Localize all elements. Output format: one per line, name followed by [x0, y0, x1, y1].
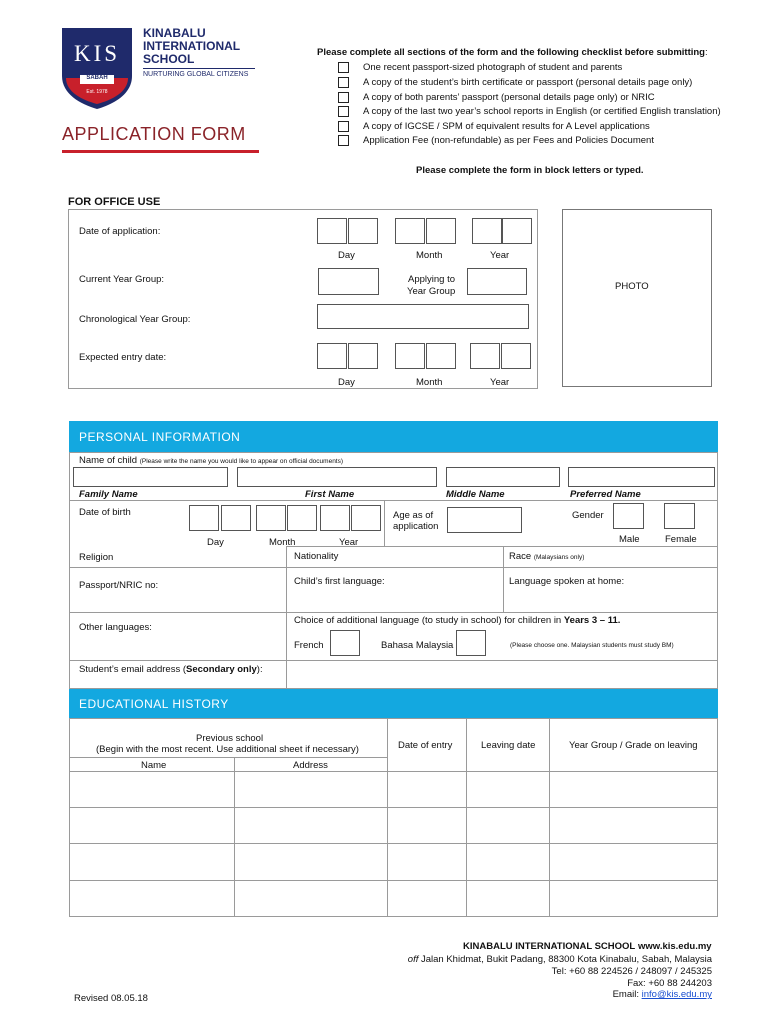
age-as-of-label-1: Age as of: [393, 510, 434, 521]
entry-day-1[interactable]: [317, 343, 347, 369]
previous-school-label: Previous school: [196, 733, 264, 744]
email-label: [79, 664, 263, 675]
bahasa-option-box[interactable]: [456, 630, 486, 656]
email-label-bold: Secondary only: [186, 664, 257, 675]
checkbox-application-fee[interactable]: [338, 135, 349, 146]
divider: [286, 546, 287, 689]
dob-year-label: Year: [339, 537, 359, 548]
checklist-intro-text: Please complete all sections of the form and the following checklist before submitting: [317, 47, 705, 58]
begin-note: (Begin with the most recent. Use additional sheet if necessary): [96, 744, 359, 755]
footer-address: [408, 954, 712, 965]
gender-label: Gender: [572, 510, 604, 521]
additional-language-label: [294, 615, 620, 626]
year-label: Year: [490, 250, 510, 261]
dob-month-label: Month: [269, 537, 296, 548]
application-year-1[interactable]: [472, 218, 502, 244]
applying-to-year-group-field[interactable]: [467, 268, 527, 295]
age-input[interactable]: [447, 507, 522, 533]
checklist-intro-colon: :: [705, 47, 708, 58]
current-year-group-label: Current Year Group:: [79, 274, 165, 285]
checkbox-parents-passport[interactable]: [338, 92, 349, 103]
nationality-label: Nationality: [294, 551, 339, 562]
divider: [384, 500, 385, 546]
dob-month-1[interactable]: [256, 505, 286, 531]
form-title: APPLICATION FORM: [62, 124, 246, 144]
dob-day-1[interactable]: [189, 505, 219, 531]
passport-label: Passport/NRIC no:: [79, 580, 159, 591]
dob-day-2[interactable]: [221, 505, 251, 531]
crest-est: Est. 1978: [86, 89, 108, 95]
column-divider: [466, 718, 467, 917]
male-label: Male: [619, 534, 640, 545]
column-divider: [387, 718, 388, 917]
personal-information-bar: [69, 421, 718, 452]
revised-date: Revised 08.05.18: [74, 993, 148, 1004]
middle-name-label: Middle Name: [446, 489, 505, 500]
gender-male-box[interactable]: [613, 503, 644, 529]
month-label: Month: [416, 250, 443, 261]
french-label: French: [294, 640, 324, 651]
educational-history-bar: [69, 689, 718, 718]
checklist-item: A copy of both parents’ passport (personal details page only) or NRIC: [363, 92, 655, 103]
gender-female-box[interactable]: [664, 503, 695, 529]
female-label: Female: [665, 534, 697, 545]
name-of-child-label: [79, 455, 343, 466]
dob-year-2[interactable]: [351, 505, 381, 531]
divider: [69, 567, 718, 568]
preferred-name-label: Preferred Name: [570, 489, 641, 500]
year-group-header: Year Group / Grade on leaving: [569, 740, 698, 751]
day-label: Day: [338, 377, 355, 388]
table-header-rule: [69, 771, 718, 772]
educational-history-heading: EDUCATIONAL HISTORY: [79, 697, 229, 711]
personal-information-heading: PERSONAL INFORMATION: [79, 430, 241, 444]
current-year-group-field[interactable]: [318, 268, 379, 295]
footer-address-text: Jalan Khidmat, Bukit Padang, 88300 Kota Kinabalu, Sabah, Malaysia: [418, 954, 712, 965]
preferred-name-input[interactable]: [568, 467, 715, 487]
personal-information-panel: [69, 452, 718, 689]
date-of-application-label: Date of application:: [79, 226, 161, 237]
additional-language-text: Choice of additional language (to study in school) for children in: [294, 615, 564, 626]
footer-tel: Tel: +60 88 224526 / 248097 / 245325: [551, 966, 712, 977]
divider: [286, 546, 718, 547]
application-day-2[interactable]: [348, 218, 378, 244]
entry-day-2[interactable]: [348, 343, 378, 369]
divider: [69, 612, 718, 613]
school-crest-icon: [58, 24, 136, 110]
entry-year-2[interactable]: [501, 343, 531, 369]
family-name-input[interactable]: [73, 467, 228, 487]
photo-label: PHOTO: [615, 281, 649, 292]
name-of-child-note: (Please write the name you would like to appear on official documents): [139, 458, 344, 465]
age-as-of-label-2: application: [393, 521, 439, 532]
applying-to-label-2: Year Group: [407, 286, 456, 297]
name-column-header: Name: [141, 760, 167, 771]
table-row: [69, 807, 718, 808]
checkbox-photo[interactable]: [338, 62, 349, 73]
expected-entry-date-label: Expected entry date:: [79, 352, 167, 363]
address-column-header: Address: [293, 760, 328, 771]
checkbox-igcse-results[interactable]: [338, 121, 349, 132]
family-name-label: Family Name: [79, 489, 138, 500]
title-underline: [62, 150, 259, 153]
checkbox-birth-certificate[interactable]: [338, 77, 349, 88]
office-use-heading: FOR OFFICE USE: [68, 196, 161, 208]
photo-box[interactable]: [562, 209, 712, 387]
checkbox-school-reports[interactable]: [338, 106, 349, 117]
checklist-item: A copy of the last two year’s school reports in English (or certified English translation): [363, 106, 721, 117]
chronological-year-group-label: Chronological Year Group:: [79, 314, 191, 325]
entry-month-1[interactable]: [395, 343, 425, 369]
race-note: (Malaysians only): [533, 554, 585, 561]
table-row: [69, 880, 718, 881]
additional-language-years: Years 3 – 11.: [563, 615, 621, 626]
footer-school-name: KINABALU INTERNATIONAL SCHOOL: [463, 941, 636, 952]
school-tagline: NURTURING GLOBAL CITIZENS: [143, 71, 249, 78]
footer-email-link[interactable]: info@kis.edu.my: [641, 989, 712, 1000]
column-divider: [549, 718, 550, 917]
entry-month-2[interactable]: [426, 343, 456, 369]
application-month-2[interactable]: [426, 218, 456, 244]
checklist-item: A copy of IGCSE / SPM of equivalent results for A Level applications: [363, 121, 650, 132]
column-divider: [234, 757, 235, 917]
email-label-suffix: ):: [256, 664, 263, 675]
month-label: Month: [416, 377, 443, 388]
date-of-birth-label: Date of birth: [79, 507, 131, 518]
school-name-line3: SCHOOL: [143, 52, 195, 66]
crest-sub: SABAH: [86, 75, 108, 81]
checklist-item: One recent passport-sized photograph of student and parents: [363, 62, 623, 73]
leaving-date-header: Leaving date: [481, 740, 536, 751]
checklist-item: Application Fee (non-refundable) as per Fees and Policies Document: [363, 135, 654, 146]
dob-month-2[interactable]: [287, 505, 317, 531]
bahasa-label: Bahasa Malaysia: [381, 640, 454, 651]
chronological-year-group-field[interactable]: [317, 304, 529, 329]
application-month-1[interactable]: [395, 218, 425, 244]
first-language-label: Child’s first language:: [294, 576, 385, 587]
school-name-line1: KINABALU: [143, 26, 206, 40]
logo-divider: [143, 68, 255, 69]
checklist-intro: [317, 47, 708, 58]
divider: [69, 757, 387, 758]
religion-label: Religion: [79, 552, 114, 563]
first-name-input[interactable]: [237, 467, 437, 487]
school-name-line2: INTERNATIONAL: [143, 39, 241, 53]
race-text: Race: [509, 551, 532, 562]
applying-to-label-1: Applying to: [408, 274, 456, 285]
footer-fax: Fax: +60 88 244203: [627, 978, 712, 989]
home-language-label: Language spoken at home:: [509, 576, 625, 587]
entry-year-1[interactable]: [470, 343, 500, 369]
year-label: Year: [490, 377, 510, 388]
school-logo: [58, 24, 263, 110]
application-year-2[interactable]: [502, 218, 532, 244]
dob-day-label: Day: [207, 537, 224, 548]
date-of-entry-header: Date of entry: [398, 740, 453, 751]
day-label: Day: [338, 250, 355, 261]
name-of-child-text: Name of child: [79, 455, 138, 466]
table-row: [69, 843, 718, 844]
footer-address-off: off: [407, 954, 419, 965]
footer-website[interactable]: www.kis.edu.my: [638, 941, 712, 952]
divider: [69, 500, 718, 501]
race-label: [509, 551, 584, 562]
email-label-prefix: Student’s email address (: [79, 664, 187, 675]
block-letters-note: Please complete the form in block letters or typed.: [416, 165, 644, 176]
choose-note: (Please choose one. Malaysian students must study BM): [510, 642, 674, 649]
divider: [503, 546, 504, 612]
checklist-item: A copy of the student’s birth certificate or passport (personal details page only): [363, 77, 693, 88]
footer-email: [613, 989, 712, 1000]
divider: [69, 660, 718, 661]
other-languages-label: Other languages:: [79, 622, 152, 633]
crest-text: KIS: [73, 41, 121, 66]
application-day-1[interactable]: [317, 218, 347, 244]
footer-email-label: Email:: [612, 989, 642, 1000]
dob-year-1[interactable]: [320, 505, 350, 531]
french-option-box[interactable]: [330, 630, 360, 656]
first-name-label: First Name: [305, 489, 355, 500]
middle-name-input[interactable]: [446, 467, 560, 487]
